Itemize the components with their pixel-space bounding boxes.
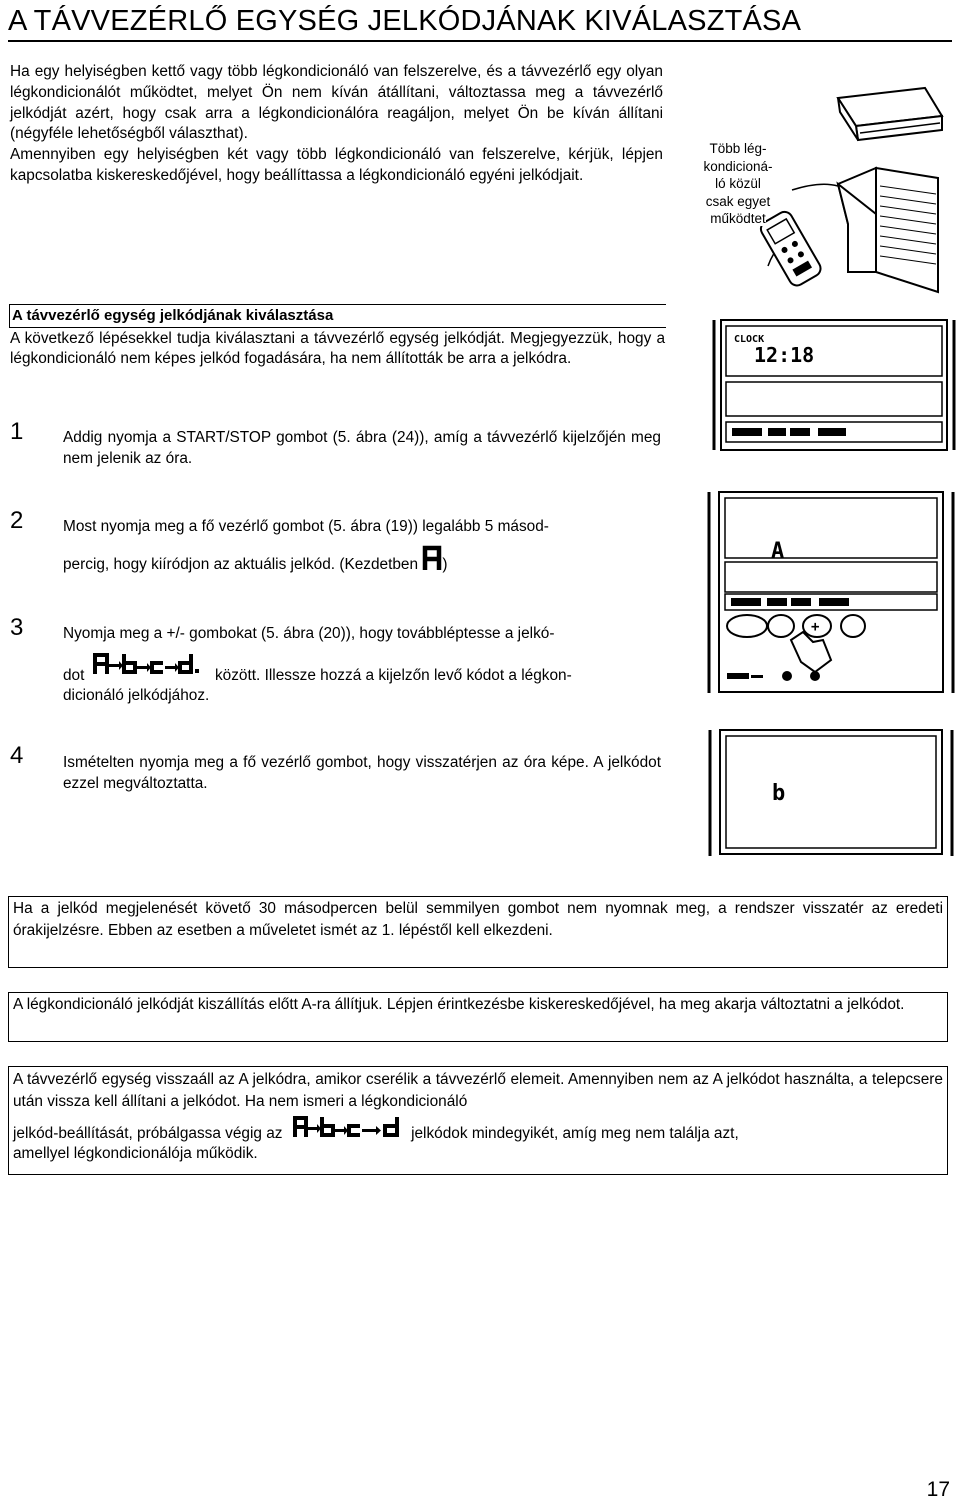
page-title: A TÁVVEZÉRLŐ EGYSÉG JELKÓDJÁNAK KIVÁLASZTÁSA: [8, 2, 952, 42]
step-3-line-2: dot között. Illessze hozzá a kijelzőn levő kódot a légkon-: [63, 652, 661, 676]
step-3-line-3: dicionáló jelkódjához.: [63, 687, 210, 704]
code-sequence-icon: [93, 652, 207, 676]
code-a-icon: [422, 544, 442, 572]
note-3-line-2: jelkód-beállítását, próbálgassa végig az jelkódok mindegyikét, amíg meg nem találja azt,: [13, 1115, 943, 1139]
section-text: A következő lépésekkel tudja kiválasztani a távvezérlő egység jelkódját. Megjegyezzük, hogy a légkondicionáló nem képes jelkód fogadására, ha nem állították be arra a jelkódra.: [10, 330, 665, 368]
step-3-line-1: Nyomja meg a +/- gombokat (5. ábra (20)), hogy továbbléptesse a jelkó-: [63, 625, 555, 642]
illustration-caption: [685, 140, 791, 228]
remote-display-code-b: [708, 728, 954, 858]
step-number: 3: [10, 614, 24, 641]
caption-line: ló közül: [715, 176, 761, 192]
step-number: 1: [10, 418, 24, 445]
remote-display-code-a: [707, 490, 955, 695]
note-box-2: A légkondicionáló jelkódját kiszállítás előtt A-ra állítjuk. Lépjen érintkezésbe kiskereskedőjével, ha meg akarja változtatni a jelkódot.: [8, 992, 948, 1042]
step-2-line-2: percig, hogy kiíródjon az aktuális jelkód. (Kezdetben ): [63, 544, 661, 572]
intro-paragraph-1: Ha egy helyiségben kettő vagy több légkondicionáló van felszerelve, és a távvezérlő egy olyan légkondicionálót működtet, melyet Ön nem kíván átállítani, változtassa meg a távvezérlő jelkódját azért, hogy csak arra a légkondicionálóra reagáljon, melyet Ön be kíván állítani (négyféle lehetőségből választhat).: [10, 63, 663, 143]
caption-line: csak egyet: [705, 193, 771, 209]
intro-paragraph-2: Amennyiben egy helyiségben két vagy több légkondicionáló van felszerelve, kérjük, lépjen kapcsolatba kiskereskedőjével, hogy beállíttassa a légkondicionáló egyéni jelkódjait.: [10, 146, 663, 184]
note-box-1: Ha a jelkód megjelenését követő 30 másodpercen belül semmilyen gombot nem nyomnak meg, a rendszer visszatér az eredeti órakijelzésre. Ebben az esetben a műveletet ismét az 1. lépéstől kell elkezdeni.: [8, 896, 948, 968]
note-3-line-3: amellyel légkondicionálója működik.: [13, 1144, 258, 1162]
step-2-line-1: Most nyomja meg a fő vezérlő gombot (5. ábra (19)) legalább 5 másod-: [63, 518, 549, 535]
display-clock-label: CLOCK: [734, 334, 765, 345]
caption-line: működtet: [710, 211, 766, 227]
step-number: 4: [10, 742, 24, 769]
section-heading: A távvezérlő egység jelkódjának kiválasztása: [12, 307, 334, 324]
step-4-text: Ismételten nyomja meg a fő vezérlő gombot, hogy visszatérjen az óra képe. A jelkódot ezzel megváltoztatta.: [63, 754, 661, 792]
display-code-value: A: [771, 539, 785, 564]
step-number: 2: [10, 507, 24, 534]
caption-line: Több lég-: [709, 141, 767, 156]
display-code-value: b: [772, 781, 786, 806]
intro-text: [10, 62, 663, 187]
note-3-line-1: A távvezérlő egység visszaáll az A jelkódra, amikor cserélik a távvezérlő elemeit. Amennyiben nem az A jelkódot használta, a telepcsere után vissza kell állítani a jelkódot. Ha nem ismeri a légkondicionáló: [13, 1071, 943, 1110]
note-box-3: [8, 1066, 948, 1175]
plus-icon: +: [811, 619, 820, 635]
caption-line: kondicioná-: [703, 158, 773, 174]
step-1-text: Addig nyomja a START/STOP gombot (5. ábra (24)), amíg a távvezérlő kijelzőjén meg nem jelenik az óra.: [63, 429, 661, 467]
code-sequence-icon: [293, 1115, 401, 1139]
remote-display-clock: [712, 318, 956, 452]
page-number: 17: [926, 1478, 950, 1501]
display-clock-value: 12:18: [754, 343, 815, 367]
